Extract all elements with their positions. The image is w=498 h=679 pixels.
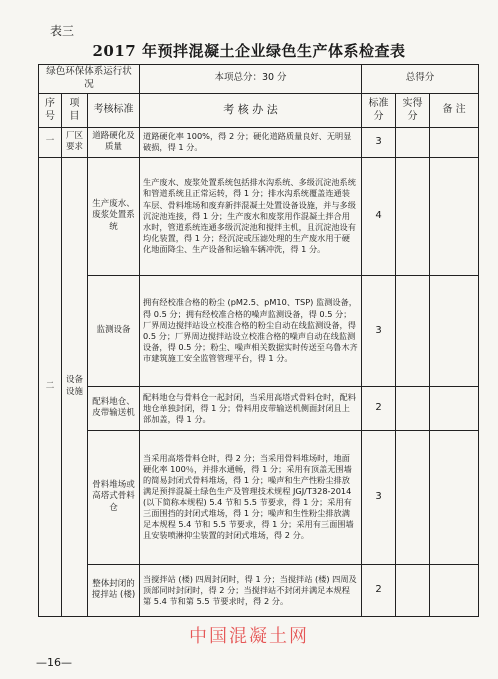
group-item: 设备设施 <box>62 157 88 616</box>
header-remarks: 备 注 <box>430 93 479 127</box>
group-no: 二 <box>39 157 62 616</box>
standard-score-cell: 3 <box>362 430 396 564</box>
criterion-cell: 监测设备 <box>88 275 140 386</box>
column-header-row <box>39 93 479 127</box>
group-item: 厂区要求 <box>62 127 88 157</box>
actual-score-cell <box>396 386 430 430</box>
remarks-cell <box>430 275 479 386</box>
table-row <box>39 386 479 430</box>
section-title: 绿色环保体系运行状况 <box>39 65 140 94</box>
method-cell: 生产废水、废浆处置系统包括排水沟系统、多级沉淀池系统和管道系统且正常运转，得 1 分；排水沟系统覆盖连通装车层、骨料堆场和废弃新拌混凝土处置设备设施，并与多级沉淀池连接，得 1 分；生产废水和废浆用作混凝土拌合用水时，管道系统连通多级沉淀池和搅拌主机，且沉淀池设有均化装置，得 1 分；经沉淀或压滤处理的生产废水用于硬化地面降尘、生产设备和运输车辆冲洗，得 1 分。 <box>140 157 362 275</box>
table-section-header <box>39 65 479 94</box>
method-cell: 配料地仓与骨料仓一起封闭，当采用高塔式骨料仓时，配料地仓单独封闭，得 1 分；骨料用皮带输送机侧面封闭且上部加盖，得 1 分。 <box>140 386 362 430</box>
table-row <box>39 275 479 386</box>
watermark-text: 中国混凝土网 <box>189 626 309 647</box>
header-criterion: 考核标准 <box>88 93 140 127</box>
remarks-cell <box>430 157 479 275</box>
standard-score-cell: 4 <box>362 157 396 275</box>
standard-score-cell: 3 <box>362 127 396 157</box>
header-method: 考 核 办 法 <box>140 93 362 127</box>
method-cell: 道路硬化率 100%，得 2 分；硬化道路质量良好、无明显破损，得 1 分。 <box>140 127 362 157</box>
remarks-cell <box>430 430 479 564</box>
actual-score-cell <box>396 430 430 564</box>
remarks-cell <box>430 564 479 616</box>
actual-score-cell <box>396 564 430 616</box>
criterion-cell: 骨料堆场或高塔式骨料仓 <box>88 430 140 564</box>
criterion-cell: 生产废水、废浆处置系统 <box>88 157 140 275</box>
criterion-cell: 道路硬化及质量 <box>88 127 140 157</box>
method-cell: 当搅拌站 (楼) 四周封闭时，得 1 分；当搅拌站 (楼) 四周及顶部同时封闭时，得 2 分；当搅拌站不封闭并满足本规程第 5.4 节和第 5.5 节要求时，得 2 分。 <box>140 564 362 616</box>
standard-score-cell: 3 <box>362 275 396 386</box>
remarks-cell <box>430 127 479 157</box>
header-item: 项目 <box>62 93 88 127</box>
table-row <box>39 430 479 564</box>
table-row <box>39 564 479 616</box>
actual-score-cell <box>396 275 430 386</box>
criterion-cell: 配料地仓、皮带输送机 <box>88 386 140 430</box>
table-row <box>39 127 479 157</box>
page-number: —16— <box>36 656 72 669</box>
actual-score-cell <box>396 157 430 275</box>
remarks-cell <box>430 386 479 430</box>
header-no: 序号 <box>39 93 62 127</box>
group-no: 一 <box>39 127 62 157</box>
actual-score-cell <box>396 127 430 157</box>
standard-score-cell: 2 <box>362 564 396 616</box>
document-title: 2017 年预拌混凝土企业绿色生产体系检查表 <box>92 42 406 60</box>
standard-score-cell: 2 <box>362 386 396 430</box>
header-actual-score: 实得分 <box>396 93 430 127</box>
method-cell: 拥有经校准合格的粉尘 (pM2.5、pM10、TSP) 监测设备，得 0.5 分；拥有经校准合格的噪声监测设备，得 0.5 分；厂界周边搅拌站设立校准合格的粉尘自动在线监测设备，得 0.5 分；厂界周边搅拌站设立校准合格的噪声自动在线监测设备，得 0.5 分；粉尘、噪声相关数据实时传送至乌鲁木齐市建筑施工安全监管管理平台，得 1 分。 <box>140 275 362 386</box>
inspection-table <box>38 64 479 617</box>
table-label: 表三 <box>50 24 75 38</box>
total-score-label: 总得分 <box>362 65 479 94</box>
method-cell: 当采用高塔骨料仓时，得 2 分；当采用骨料堆场时，地面硬化率 100％，并排水通畅，得 1 分；采用有顶盖无围墙的简易封闭式骨料堆场，得 1 分；噪声和生产性粉尘排放满足预拌混凝土绿色生产及管理技术规程 JGJ/T328-2014 (以下简称本规程) 5.4 节和 5.5 节要求，得 1 分；采用有三面围挡的封闭式堆场，得 1 分；噪声和生性粉尘排放满足本规程 5.4 节和 5.5 节要求，得 1 分；采用有三面围墙且安装喷淋抑尘装置的封闭式堆场，得 2 分。 <box>140 430 362 564</box>
total-points: 本项总分：30 分 <box>140 65 362 94</box>
criterion-cell: 整体封闭的搅拌站 (楼) <box>88 564 140 616</box>
header-standard-score: 标准分 <box>362 93 396 127</box>
table-row <box>39 157 479 275</box>
